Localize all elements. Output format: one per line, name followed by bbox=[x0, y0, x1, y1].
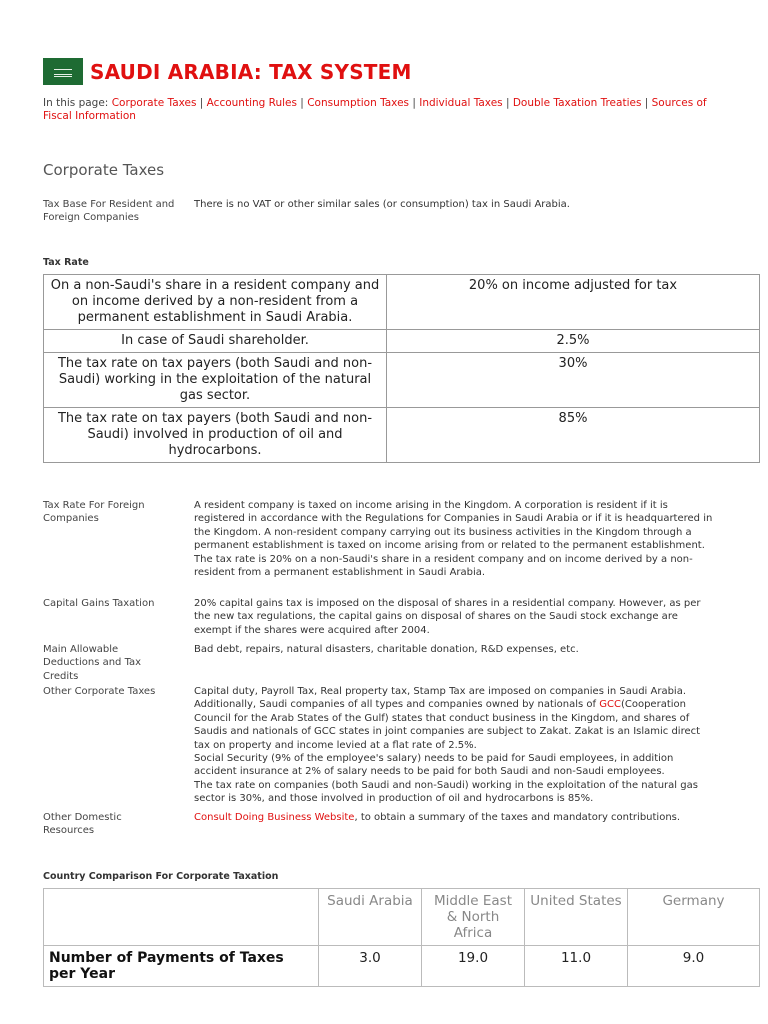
tax-rate-value: 2.5% bbox=[387, 330, 760, 353]
capital-gains-value: 20% capital gains tax is imposed on the disposal of shares in a residential company. However, as per the new tax regulations, the capital gains on disposal of shares on the Saudi stock exchange are exempt if the shares were acquired after 2004. bbox=[194, 598, 701, 636]
deductions-label: Main Allowable Deductions and Tax Credits bbox=[43, 644, 142, 682]
nav-link-sources-fiscal-info[interactable]: Sources of Fiscal Information bbox=[43, 97, 707, 122]
cell-value: 11.0 bbox=[525, 946, 628, 987]
nav-link-corporate-taxes[interactable]: Corporate Taxes bbox=[111, 97, 197, 109]
section-title: Corporate Taxes bbox=[43, 161, 165, 179]
nav-link-accounting-rules[interactable]: Accounting Rules bbox=[206, 97, 297, 109]
tax-rate-value: 20% on income adjusted for tax bbox=[387, 275, 760, 330]
cell-value: 19.0 bbox=[422, 946, 525, 987]
page-title: SAUDI ARABIA: TAX SYSTEM bbox=[90, 59, 412, 84]
empty-header-cell bbox=[44, 889, 319, 946]
foreign-rate-label: Tax Rate For Foreign Companies bbox=[43, 500, 145, 525]
cell-value: 3.0 bbox=[319, 946, 422, 987]
tax-rate-value: 85% bbox=[387, 408, 760, 463]
tax-base-value: There is no VAT or other similar sales (or consumption) tax in Saudi Arabia. bbox=[194, 199, 570, 210]
other-corporate-label: Other Corporate Taxes bbox=[43, 686, 156, 697]
in-page-nav: In this page: Corporate Taxes | Accounting Rules | Consumption Taxes | Individual Taxes | Double Taxation Treaties | Sources of Fiscal Information bbox=[43, 97, 707, 122]
foreign-rate-text-2: The tax rate is 20% on a non-Saudi's share in a resident company and on income derived by a non-resident from a permanent establishment in Saudi Arabia. bbox=[194, 553, 693, 579]
other-domestic-label: Other Domestic Resources bbox=[43, 812, 122, 837]
nav-link-consumption-taxes[interactable]: Consumption Taxes bbox=[307, 97, 409, 109]
tax-rate-desc: The tax rate on tax payers (both Saudi and non-Saudi) working in the exploitation of the natural gas sector. bbox=[44, 353, 387, 408]
other-corporate-text: Capital duty, Payroll Tax, Real property tax, Stamp Tax are imposed on companies in Saudi Arabia. Additionally, Saudi companies of all types and companies owned by nationals of GCC(Cooperation Council for the Arab States of the Gulf) states that conduct business in the Kingdom, and shares of Saudis and nationals of GCC states in joint companies are subject to Zakat. Zakat is an Islamic direct tax on property and income levied at a flat rate of 2.5%. bbox=[194, 686, 701, 751]
nav-link-individual-taxes[interactable]: Individual Taxes bbox=[419, 97, 503, 109]
table-header-row bbox=[44, 889, 760, 946]
in-page-prefix: In this page: bbox=[43, 97, 112, 109]
nav-link-double-taxation-treaties[interactable]: Double Taxation Treaties bbox=[512, 97, 642, 109]
gcc-link[interactable]: GCC bbox=[599, 699, 621, 711]
cell-value: 9.0 bbox=[628, 946, 760, 987]
column-header: United States bbox=[525, 889, 628, 946]
comparison-heading: Country Comparison For Corporate Taxation bbox=[43, 871, 279, 882]
tax-rate-desc: In case of Saudi shareholder. bbox=[44, 330, 387, 353]
tax-rate-value: 30% bbox=[387, 353, 760, 408]
doing-business-link[interactable]: Consult Doing Business Website bbox=[194, 812, 355, 823]
saudi-flag-icon bbox=[43, 58, 83, 85]
table-row bbox=[44, 946, 760, 987]
other-corporate-value bbox=[194, 685, 714, 806]
capital-gains-label: Capital Gains Taxation bbox=[43, 598, 155, 609]
table-row bbox=[44, 408, 760, 463]
deductions-value: Bad debt, repairs, natural disasters, charitable donation, R&D expenses, etc. bbox=[194, 644, 579, 655]
foreign-rate-text: A resident company is taxed on income arising in the Kingdom. A corporation is resident if it is registered in accordance with the Regulations for Companies in Saudi Arabia or if it is headquartered in the Kingdom. A non-resident company carrying out its business activities in the Kingdom through a permanent establishment is taxed on income arising from or related to the permanent establishment. bbox=[194, 500, 713, 552]
row-label: Number of Payments of Taxes per Year bbox=[44, 946, 319, 987]
comparison-table bbox=[43, 888, 760, 987]
table-row bbox=[44, 275, 760, 330]
tax-rate-table bbox=[43, 274, 760, 463]
tax-rate-heading: Tax Rate bbox=[43, 257, 89, 268]
page-header bbox=[43, 58, 412, 85]
tax-rate-desc: The tax rate on tax payers (both Saudi and non-Saudi) involved in production of oil and hydrocarbons. bbox=[44, 408, 387, 463]
social-security-text: Social Security (9% of the employee's salary) needs to be paid for Saudi employees, in addition accident insurance at 2% of salary needs to be paid for both Saudi and non-Saudi employees. bbox=[194, 753, 674, 778]
other-domestic-value: Consult Doing Business Website, to obtain a summary of the taxes and mandatory contributions. bbox=[194, 812, 681, 823]
column-header: Germany bbox=[628, 889, 760, 946]
foreign-rate-value bbox=[194, 499, 714, 579]
table-row bbox=[44, 330, 760, 353]
tax-base-label: Tax Base For Resident and Foreign Companies bbox=[43, 199, 175, 224]
column-header: Middle East & North Africa bbox=[422, 889, 525, 946]
column-header: Saudi Arabia bbox=[319, 889, 422, 946]
gas-oil-rate-text: The tax rate on companies (both Saudi and non-Saudi) working in the exploitation of the natural gas sector is 30%, and those involved in production of oil and hydrocarbons is 85%. bbox=[194, 779, 698, 805]
tax-rate-desc: On a non-Saudi's share in a resident company and on income derived by a non-resident from a permanent establishment in Saudi Arabia. bbox=[44, 275, 387, 330]
table-row bbox=[44, 353, 760, 408]
